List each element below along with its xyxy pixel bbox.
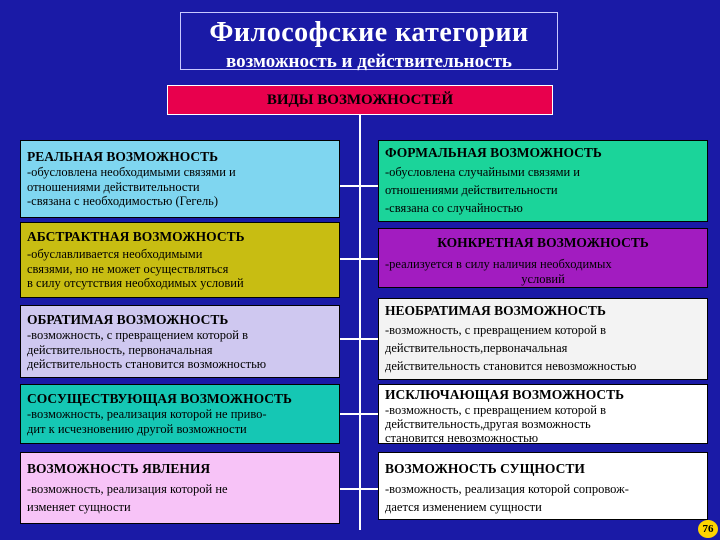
connector-vertical (359, 115, 361, 530)
connector-h-row5 (340, 488, 378, 490)
page-number-badge: 76 (698, 520, 718, 538)
box-title: АБСТРАКТНАЯ ВОЗМОЖНОСТЬ (27, 229, 245, 244)
box-title: ОБРАТИМАЯ ВОЗМОЖНОСТЬ (27, 312, 229, 327)
box-title: НЕОБРАТИМАЯ ВОЗМОЖНОСТЬ (385, 303, 606, 318)
connector-h-row3 (340, 338, 378, 340)
page-title: Философские категории (209, 17, 529, 48)
box-irreversible-possibility (378, 298, 708, 380)
box-title: ВОЗМОЖНОСТЬ СУЩНОСТИ (385, 461, 585, 476)
box-formal-possibility (378, 140, 708, 222)
box-title: РЕАЛЬНАЯ ВОЗМОЖНОСТЬ (27, 149, 219, 164)
connector-h-row1 (340, 185, 378, 187)
box-title: СОСУЩЕСТВУЮЩАЯ ВОЗМОЖНОСТЬ (27, 391, 292, 406)
box-description: -возможность, реализация которой сопровож- дается изменением сущности (385, 482, 629, 514)
box-description: -возможность, реализация которой не изменяет сущности (27, 482, 228, 514)
box-description: -возможность, с превращением которой в действительность, первоначальная действительность становится возможностью (27, 328, 267, 371)
box-title: ИСКЛЮЧАЮЩАЯ ВОЗМОЖНОСТЬ (385, 387, 625, 402)
box-reversible-possibility (20, 305, 340, 378)
box-description: -возможность, с превращением которой в действительность,другая возможность становится невозможностью (385, 403, 606, 444)
box-description: -обуславливается необходимыми связями, но не может осуществляться в силу отсутствия необходимых условий (27, 247, 244, 290)
box-description: -возможность, реализация которой не приво- дит к исчезновению другой возможности (27, 407, 267, 436)
box-essence-possibility (378, 452, 708, 520)
box-title: ФОРМАЛЬНАЯ ВОЗМОЖНОСТЬ (385, 145, 602, 160)
box-abstract-possibility (20, 222, 340, 298)
box-coexisting-possibility (20, 384, 340, 444)
box-title: КОНКРЕТНАЯ ВОЗМОЖНОСТЬ (437, 235, 649, 250)
box-exclusive-possibility (378, 384, 708, 444)
connector-h-row2 (340, 258, 378, 260)
page-subtitle: возможность и действительность (226, 51, 512, 72)
box-real-possibility (20, 140, 340, 218)
types-header: ВИДЫ ВОЗМОЖНОСТЕЙ (167, 85, 553, 115)
box-description: -возможность, с превращением которой в действительность,первоначальная действительность становится невозможностью (385, 323, 637, 373)
box-concrete-possibility (378, 228, 708, 288)
box-phenomenon-possibility (20, 452, 340, 524)
title-box (180, 12, 558, 70)
box-description: -обусловлена случайными связями и отношениями действительности -связана со случайностью (385, 165, 580, 215)
connector-h-row4 (340, 413, 378, 415)
box-description: -реализуется в силу наличия необходимых условий (385, 257, 612, 286)
box-title: ВОЗМОЖНОСТЬ ЯВЛЕНИЯ (27, 461, 211, 476)
box-description: -обусловлена необходимыми связями и отношениями действительности -связана с необходимостью (Гегель) (27, 165, 236, 208)
